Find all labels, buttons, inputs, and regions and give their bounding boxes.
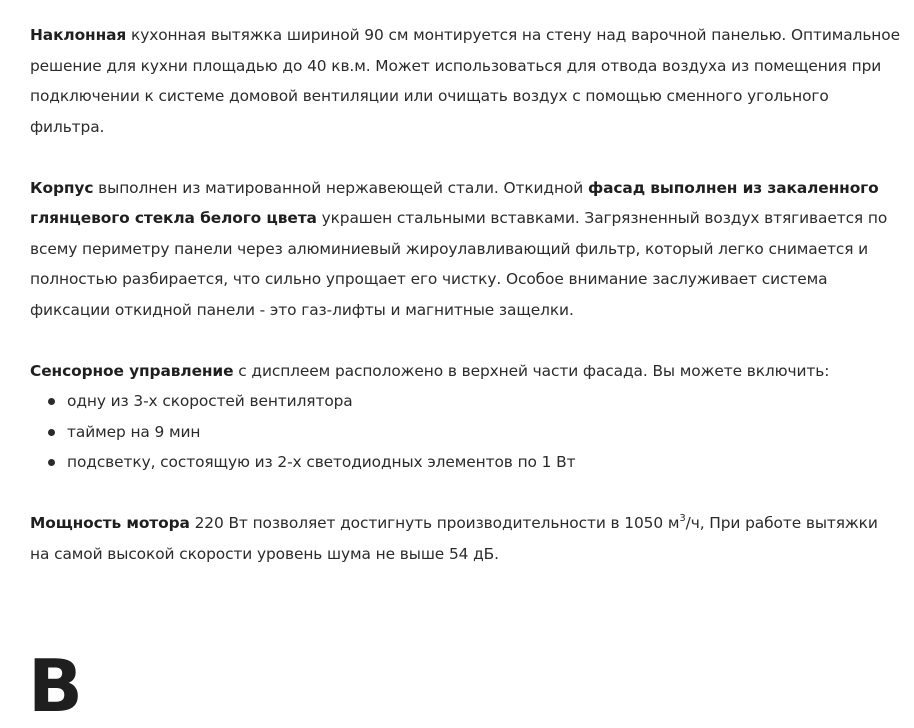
control-features-list — [30, 386, 900, 478]
motor-superscript: 3 — [679, 513, 686, 524]
motor-paragraph — [30, 508, 900, 569]
control-bold: Сенсорное управление — [30, 361, 234, 380]
intro-bold: Наклонная — [30, 26, 127, 44]
product-description — [30, 20, 900, 600]
list-item: таймер на 9 мин — [48, 417, 900, 448]
motor-text-before: 220 Вт позволяет достигнуть производительности в 1050 м — [189, 514, 680, 532]
list-item: одну из 3-х скоростей вентилятора — [48, 386, 900, 417]
motor-text-after: /ч, При работе вытяжки на самой высокой скорости уровень шума не выше 54 дБ. — [30, 514, 878, 563]
motor-bold: Мощность мотора — [30, 514, 190, 532]
intro-paragraph — [30, 20, 900, 142]
body-text-1: выполнен из матированной нержавеющей стали. Откидной — [93, 178, 588, 197]
control-text: с дисплеем расположено в верхней части фасада. Вы можете включить: — [233, 361, 830, 380]
next-section-heading: В — [28, 644, 83, 728]
list-item: подсветку, состоящую из 2-х светодиодных элементов по 1 Вт — [48, 447, 900, 478]
body-bold-2: фасад выполнен из закаленного глянцевого стекла белого цвета — [30, 178, 879, 227]
control-paragraph — [30, 356, 900, 387]
body-paragraph — [30, 173, 900, 326]
body-bold-1: Корпус — [30, 178, 94, 197]
intro-text: кухонная вытяжка шириной 90 см монтируется на стену над варочной панелью. Оптимальное решение для кухни площадью до 40 кв.м. Может использоваться для отвода воздуха из помещения при подключении к системе домовой вентиляции или очищать воздух с помощью сменного угольного фильтра. — [30, 26, 900, 136]
body-text-2: украшен стальными вставками. Загрязненный воздух втягивается по всему периметру панели через алюминиевый жироулавливающий фильтр, который легко снимается и полностью разбирается, что сильно упрощает его чистку. Особое внимание заслуживает система фиксации откидной панели - это газ-лифты и магнитные защелки. — [30, 209, 888, 319]
